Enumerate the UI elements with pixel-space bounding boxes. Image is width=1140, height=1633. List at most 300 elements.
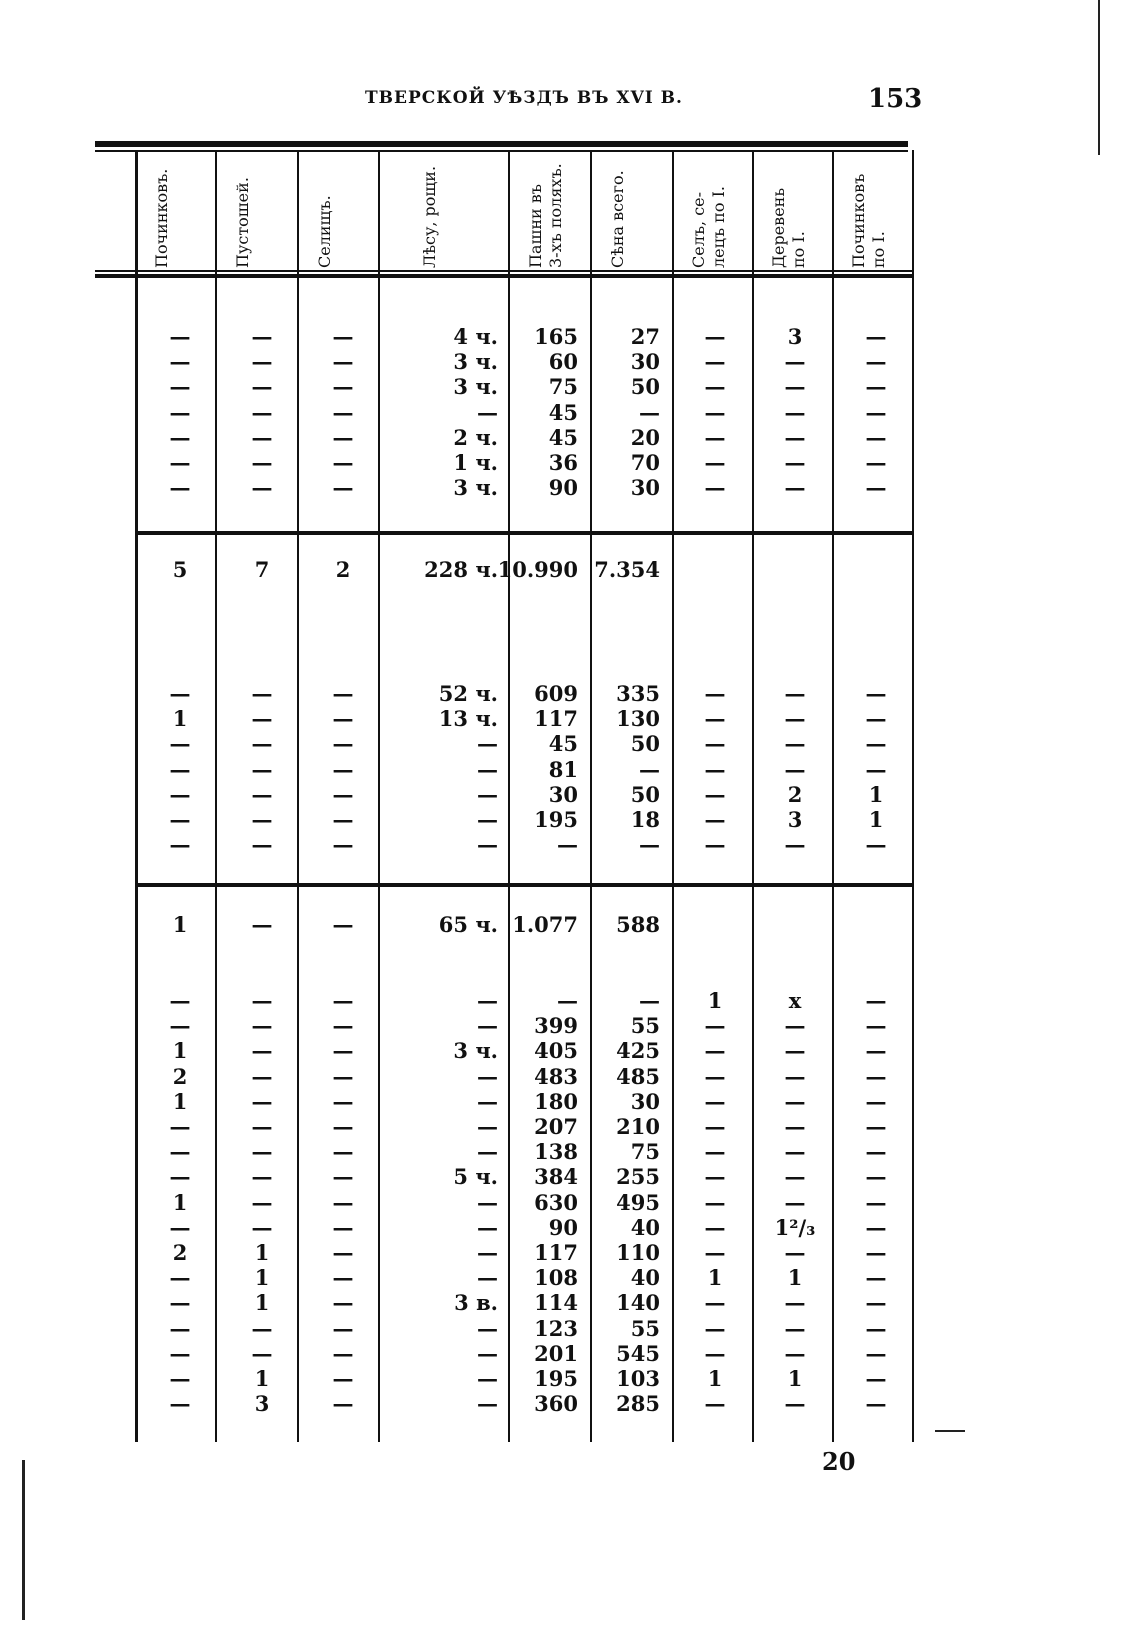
column-header: Селъ, се- лецъ по I.: [689, 186, 728, 268]
table-cell: —: [251, 706, 273, 732]
table-cell: 1: [787, 1366, 803, 1391]
column-header: Пашни въ 3-хъ поляхъ.: [526, 163, 565, 268]
column-header: Селищъ.: [314, 195, 334, 268]
table-cell: —: [784, 1038, 806, 1064]
table-cell: —: [169, 1340, 191, 1366]
table-cell: —: [704, 1038, 726, 1064]
table-cell: —: [557, 832, 578, 858]
table-cell: 108: [534, 1265, 578, 1291]
table-cell: —: [704, 1391, 726, 1417]
table-cell: 130: [616, 706, 660, 732]
table-cell: —: [865, 1063, 887, 1089]
table-cell: 138: [534, 1139, 578, 1165]
table-cell: 90: [548, 475, 578, 501]
table-cell: —: [477, 988, 498, 1013]
table-cell: —: [784, 681, 806, 706]
table-cell: —: [784, 1114, 806, 1139]
table-cell: 335: [616, 681, 660, 706]
table-cell: —: [251, 450, 273, 475]
table-cell: —: [784, 1340, 806, 1366]
table-cell: —: [477, 807, 498, 832]
table-cell: 36: [548, 450, 578, 475]
table-cell: —: [784, 349, 806, 375]
table-cell: 3 в.: [454, 1290, 498, 1316]
table-cell: —: [784, 450, 806, 475]
table-cell: —: [704, 450, 726, 475]
table-cell: —: [332, 399, 354, 425]
table-cell: —: [477, 1189, 498, 1215]
column-header: Лѣсу, рощи.: [420, 165, 439, 268]
table-cell: —: [704, 1340, 726, 1366]
table-cell: —: [251, 1315, 273, 1341]
table-cell: —: [332, 1139, 354, 1165]
total-cell: —: [251, 912, 273, 937]
table-cell: 207: [534, 1114, 578, 1139]
column-header: Пустошей.: [233, 177, 252, 268]
table-cell: —: [251, 1114, 273, 1139]
table-cell: —: [332, 988, 354, 1013]
table-cell: 405: [534, 1038, 578, 1064]
table-cell: —: [477, 1265, 498, 1291]
table-cell: 1: [254, 1265, 270, 1291]
scan-edge-right: [1098, 0, 1100, 155]
table-cell: —: [865, 1214, 887, 1240]
table-cell: 399: [534, 1013, 578, 1039]
table-cell: —: [865, 374, 887, 400]
table-cell: —: [704, 756, 726, 782]
table-cell: —: [865, 1265, 887, 1291]
table-cell: —: [251, 475, 273, 501]
table-cell: —: [169, 807, 191, 832]
table-cell: —: [477, 1240, 498, 1265]
table-cell: —: [332, 1240, 354, 1265]
table-cell: —: [704, 1013, 726, 1039]
table-cell: 5 ч.: [453, 1164, 498, 1190]
table-cell: —: [865, 1315, 887, 1341]
table-cell: —: [704, 1214, 726, 1240]
table-cell: 1: [707, 1265, 723, 1291]
table-cell: —: [865, 731, 887, 757]
table-cell: —: [332, 1088, 354, 1114]
table-cell: —: [704, 781, 726, 807]
total-cell: 1.077: [512, 912, 578, 937]
table-cell: —: [704, 399, 726, 425]
table-cell: —: [332, 450, 354, 475]
table-cell: —: [169, 988, 191, 1013]
table-cell: 3: [254, 1391, 270, 1417]
table-cell: —: [704, 1088, 726, 1114]
table-cell: 630: [534, 1189, 578, 1215]
table-cell: —: [477, 399, 498, 425]
table-cell: —: [169, 1391, 191, 1417]
table-cell: —: [332, 424, 354, 450]
table-cell: 1: [254, 1366, 270, 1391]
table-cell: —: [704, 681, 726, 706]
table-cell: 485: [616, 1063, 660, 1089]
table-cell: —: [704, 1290, 726, 1316]
table-cell: —: [784, 399, 806, 425]
table-cell: —: [332, 1265, 354, 1291]
total-cell: 5: [172, 557, 188, 582]
page-number: 153: [868, 84, 923, 114]
table-cell: —: [865, 349, 887, 375]
table-cell: —: [332, 832, 354, 858]
table-cell: —: [251, 424, 273, 450]
table-cell: —: [784, 1391, 806, 1417]
table-cell: 45: [548, 424, 578, 450]
table-cell: —: [865, 1189, 887, 1215]
total-cell: —: [332, 912, 354, 937]
table-cell: —: [477, 832, 498, 858]
table-horizontal-rule: [135, 883, 912, 887]
table-cell: —: [865, 1340, 887, 1366]
table-cell: 75: [630, 1139, 660, 1165]
table-horizontal-rule: [95, 141, 908, 147]
table-cell: 123: [534, 1315, 578, 1341]
table-cell: —: [169, 1265, 191, 1291]
column-header: Деревень по I.: [769, 187, 808, 268]
table-cell: 103: [616, 1366, 660, 1391]
table-cell: 180: [534, 1088, 578, 1114]
table-cell: —: [784, 1240, 806, 1265]
table-cell: —: [332, 1366, 354, 1391]
table-cell: —: [169, 374, 191, 400]
table-cell: —: [865, 1240, 887, 1265]
table-cell: x: [788, 988, 802, 1013]
table-cell: —: [865, 324, 887, 349]
table-cell: —: [251, 324, 273, 349]
table-cell: 90: [548, 1214, 578, 1240]
table-cell: 1: [254, 1240, 270, 1265]
table-cell: —: [784, 706, 806, 732]
table-cell: —: [169, 731, 191, 757]
table-cell: 2 ч.: [453, 424, 498, 450]
table-cell: —: [704, 1114, 726, 1139]
table-cell: —: [251, 1164, 273, 1190]
table-cell: 1: [868, 807, 884, 832]
table-cell: —: [639, 399, 660, 425]
table-cell: 210: [616, 1114, 660, 1139]
table-cell: 3 ч.: [453, 1038, 498, 1064]
table-cell: —: [704, 324, 726, 349]
table-cell: 117: [534, 1240, 578, 1265]
table-cell: —: [639, 756, 660, 782]
table-horizontal-rule: [135, 531, 912, 535]
table-cell: —: [704, 1315, 726, 1341]
table-cell: 195: [534, 807, 578, 832]
table-cell: —: [169, 1290, 191, 1316]
table-cell: —: [784, 1189, 806, 1215]
table-cell: 52 ч.: [438, 681, 498, 706]
table-cell: —: [704, 1164, 726, 1190]
table-cell: 201: [534, 1340, 578, 1366]
table-cell: —: [169, 1139, 191, 1165]
total-cell: 10.990: [497, 557, 578, 582]
table-cell: —: [865, 832, 887, 858]
table-cell: —: [332, 1063, 354, 1089]
table-cell: —: [251, 374, 273, 400]
table-cell: 3 ч.: [453, 374, 498, 400]
table-cell: —: [251, 756, 273, 782]
table-cell: —: [332, 1189, 354, 1215]
table-cell: 40: [630, 1265, 660, 1291]
table-cell: —: [704, 374, 726, 400]
table-cell: —: [477, 1088, 498, 1114]
table-cell: —: [784, 1088, 806, 1114]
table-cell: —: [704, 731, 726, 757]
table-cell: —: [332, 1340, 354, 1366]
table-cell: 30: [548, 781, 578, 807]
table-cell: —: [251, 1063, 273, 1089]
table-cell: —: [865, 450, 887, 475]
table-cell: —: [865, 399, 887, 425]
table-cell: 255: [616, 1164, 660, 1190]
table-cell: —: [332, 756, 354, 782]
total-cell: 7: [254, 557, 270, 582]
table-cell: —: [477, 1340, 498, 1366]
scan-edge-left: [22, 1460, 25, 1620]
table-cell: —: [865, 1088, 887, 1114]
table-cell: 1: [787, 1265, 803, 1291]
table-cell: 117: [534, 706, 578, 732]
table-cell: —: [865, 475, 887, 501]
table-cell: —: [251, 1189, 273, 1215]
table-horizontal-rule: [95, 274, 912, 278]
table-cell: —: [251, 1013, 273, 1039]
table-cell: 2: [172, 1240, 188, 1265]
table-cell: —: [865, 988, 887, 1013]
table-cell: —: [169, 832, 191, 858]
table-cell: —: [784, 424, 806, 450]
table-cell: —: [477, 781, 498, 807]
table-cell: 45: [548, 399, 578, 425]
table-cell: —: [865, 1038, 887, 1064]
table-cell: 165: [534, 324, 578, 349]
table-cell: —: [332, 681, 354, 706]
table-cell: —: [169, 475, 191, 501]
table-cell: 50: [630, 731, 660, 757]
table-cell: —: [865, 1114, 887, 1139]
table-cell: 2: [172, 1063, 188, 1089]
table-cell: —: [784, 1315, 806, 1341]
table-cell: 545: [616, 1340, 660, 1366]
table-cell: —: [332, 349, 354, 375]
signature-mark: 20: [822, 1447, 856, 1476]
table-cell: —: [169, 324, 191, 349]
table-cell: 195: [534, 1366, 578, 1391]
table-cell: —: [639, 988, 660, 1013]
table-cell: —: [784, 475, 806, 501]
table-cell: —: [169, 1366, 191, 1391]
table-cell: —: [865, 1013, 887, 1039]
column-header: Сѣна всего.: [608, 170, 627, 268]
table-cell: 30: [630, 349, 660, 375]
table-cell: —: [251, 1038, 273, 1064]
table-cell: —: [251, 781, 273, 807]
table-cell: —: [251, 681, 273, 706]
table-cell: 40: [630, 1214, 660, 1240]
table-cell: 495: [616, 1189, 660, 1215]
table-cell: 3 ч.: [453, 475, 498, 501]
table-cell: —: [332, 706, 354, 732]
table-cell: 609: [534, 681, 578, 706]
table-cell: 45: [548, 731, 578, 757]
table-cell: —: [704, 475, 726, 501]
table-cell: —: [865, 1366, 887, 1391]
table-cell: —: [477, 756, 498, 782]
table-cell: —: [704, 1240, 726, 1265]
table-cell: —: [704, 1189, 726, 1215]
table-cell: —: [865, 424, 887, 450]
table-cell: 3 ч.: [453, 349, 498, 375]
table-cell: 30: [630, 1088, 660, 1114]
table-cell: —: [704, 1139, 726, 1165]
table-cell: 20: [630, 424, 660, 450]
table-cell: 1: [707, 988, 723, 1013]
table-cell: 50: [630, 781, 660, 807]
table-cell: —: [169, 1214, 191, 1240]
table-cell: —: [251, 1214, 273, 1240]
table-cell: —: [169, 1315, 191, 1341]
table-cell: 140: [616, 1290, 660, 1316]
table-cell: —: [784, 1139, 806, 1165]
table-cell: 55: [630, 1315, 660, 1341]
table-cell: 483: [534, 1063, 578, 1089]
table-cell: 384: [534, 1164, 578, 1190]
table-cell: 1²/₃: [774, 1214, 816, 1240]
table-cell: 1 ч.: [453, 450, 498, 475]
total-cell: 2: [335, 557, 351, 582]
table-cell: —: [477, 1013, 498, 1039]
table-cell: —: [251, 1340, 273, 1366]
table-cell: 110: [616, 1240, 660, 1265]
table-cell: —: [477, 1139, 498, 1165]
table-cell: 1: [172, 1189, 188, 1215]
table-cell: —: [169, 450, 191, 475]
table-cell: —: [332, 807, 354, 832]
table-cell: —: [251, 832, 273, 858]
table-cell: —: [784, 1013, 806, 1039]
table-cell: —: [332, 1391, 354, 1417]
table-cell: 55: [630, 1013, 660, 1039]
table-cell: —: [477, 1214, 498, 1240]
table-cell: —: [704, 424, 726, 450]
table-cell: —: [784, 756, 806, 782]
table-cell: 1: [254, 1290, 270, 1316]
table-cell: —: [784, 731, 806, 757]
table-cell: 70: [630, 450, 660, 475]
table-cell: —: [865, 681, 887, 706]
table-cell: —: [784, 832, 806, 858]
table-cell: —: [477, 731, 498, 757]
table-cell: 27: [630, 324, 660, 349]
table-cell: —: [784, 1164, 806, 1190]
table-cell: —: [477, 1366, 498, 1391]
table-cell: —: [784, 1290, 806, 1316]
table-cell: 114: [534, 1290, 578, 1316]
table-cell: —: [865, 706, 887, 732]
table-cell: —: [332, 1290, 354, 1316]
table-cell: —: [704, 807, 726, 832]
table-cell: 1: [172, 1038, 188, 1064]
table-cell: —: [784, 1063, 806, 1089]
table-cell: —: [251, 731, 273, 757]
table-cell: —: [251, 807, 273, 832]
total-cell: 228 ч.: [424, 557, 498, 582]
table-cell: 1: [172, 1088, 188, 1114]
table-cell: 75: [548, 374, 578, 400]
table-cell: —: [169, 781, 191, 807]
table-cell: —: [169, 424, 191, 450]
table-cell: 1: [707, 1366, 723, 1391]
table-cell: —: [251, 399, 273, 425]
total-cell: 7.354: [594, 557, 660, 582]
table-cell: —: [704, 706, 726, 732]
scan-mark-right: [935, 1430, 965, 1432]
table-cell: —: [865, 1164, 887, 1190]
running-title: ТВЕРСКОЙ УѢЗДЪ ВЪ XVI В.: [365, 88, 683, 108]
total-cell: 588: [616, 912, 660, 937]
table-cell: —: [477, 1315, 498, 1341]
table-cell: 81: [548, 756, 578, 782]
table-cell: 425: [616, 1038, 660, 1064]
table-cell: —: [251, 988, 273, 1013]
total-cell: 1: [172, 912, 188, 937]
table-cell: —: [169, 756, 191, 782]
table-cell: —: [332, 324, 354, 349]
table-cell: 360: [534, 1391, 578, 1417]
table-cell: —: [169, 1114, 191, 1139]
total-cell: 65 ч.: [438, 912, 498, 937]
table-cell: 50: [630, 374, 660, 400]
table-cell: —: [865, 1139, 887, 1165]
table-cell: —: [332, 1164, 354, 1190]
table-cell: 30: [630, 475, 660, 501]
table-cell: —: [251, 1088, 273, 1114]
table-cell: —: [169, 681, 191, 706]
table-cell: —: [639, 832, 660, 858]
table-cell: —: [332, 731, 354, 757]
table-cell: —: [169, 399, 191, 425]
table-cell: —: [251, 349, 273, 375]
table-cell: —: [477, 1063, 498, 1089]
table-cell: 4 ч.: [453, 324, 498, 349]
table-cell: —: [169, 1164, 191, 1190]
column-header: Починковъ по I.: [849, 173, 888, 268]
table-cell: 1: [172, 706, 188, 732]
table-cell: —: [332, 374, 354, 400]
table-cell: 60: [548, 349, 578, 375]
table-cell: —: [332, 781, 354, 807]
table-cell: —: [704, 832, 726, 858]
table-cell: —: [865, 756, 887, 782]
table-cell: —: [332, 1013, 354, 1039]
table-cell: 3: [787, 324, 803, 349]
table-cell: —: [332, 1114, 354, 1139]
table-cell: —: [169, 349, 191, 375]
column-header: Починковъ.: [152, 168, 171, 268]
table-cell: 1: [868, 781, 884, 807]
table-cell: —: [704, 1063, 726, 1089]
table-cell: 13 ч.: [438, 706, 498, 732]
table-cell: —: [704, 349, 726, 375]
table-cell: —: [784, 374, 806, 400]
table-cell: —: [332, 475, 354, 501]
table-horizontal-rule: [95, 270, 912, 272]
table-cell: —: [251, 1139, 273, 1165]
table-cell: 285: [616, 1391, 660, 1417]
table-cell: 18: [630, 807, 660, 832]
